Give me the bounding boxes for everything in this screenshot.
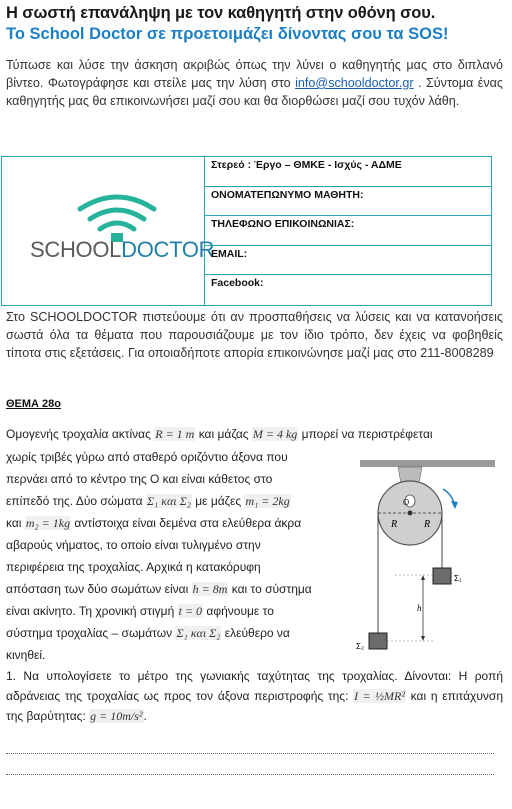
logo-doctor: DOCTOR bbox=[121, 237, 215, 262]
h-arrow-top bbox=[421, 575, 425, 580]
wifi-icon bbox=[2, 157, 204, 305]
row-email[interactable]: EMAIL: bbox=[205, 246, 491, 276]
rotation-arrow-head bbox=[451, 501, 458, 509]
label-s1: Σ₁ bbox=[454, 574, 462, 583]
row-subject: Στερεό : Έργο – ΘΜΚΕ - Ισχύς - ΑΔΜΕ bbox=[205, 157, 491, 187]
intro-text: Τύπωσε και λύσε την άσκηση ακριβώς όπως την λύνει ο καθηγητής μας στο διπλανό βίντεο. Φωτογράφησε και στείλε μας την λύση στο bbox=[6, 58, 503, 90]
pulley-figure bbox=[355, 455, 505, 655]
header-line-1: Η σωστή επανάληψη με τον καθηγητή στην οθόνη σου. bbox=[6, 4, 436, 22]
answer-line-1[interactable] bbox=[6, 753, 494, 754]
label-h: h bbox=[417, 603, 422, 613]
body-s1 bbox=[433, 568, 451, 584]
question-1: 1. Να υπολογίσετε το μέτρο της γωνιακής ταχύτητας της τροχαλίας. Δίνονται: Η ροπή αδράνειας της τροχαλίας ως προς τον άξονα περιστροφής της: I = ½MR² και η επιτάχυνση της βαρύτητας: g = 10m/s². bbox=[6, 669, 503, 723]
schooldoctor-paragraph: Στο SCHOOLDOCTOR πιστεύουμε ότι αν προσπαθήσεις να λύσεις και να κατανοήσεις σωστά όλα τα θέματα που παρουσιάζουμε με τον ίδιο τρόπο, δεν έχεις να φοβηθείς τίποτα στις εξετάσεις. Για οποιαδήποτε απορία επικοινώνησε μαζί μας στο 211-8008289 bbox=[6, 310, 503, 360]
row-phone[interactable]: ΤΗΛΕΦΩΝΟ ΕΠΙΚΟΙΝΩΝΙΑΣ: bbox=[205, 216, 491, 246]
info-rows bbox=[205, 157, 491, 305]
logo-school: SCHOOL bbox=[30, 237, 122, 262]
label-R-right: R bbox=[424, 519, 431, 530]
body-s2 bbox=[369, 633, 387, 649]
row-facebook[interactable]: Facebook: bbox=[211, 277, 264, 290]
row-student-name[interactable]: ΟΝΟΜΑΤΕΠΩΝΥΜΟ ΜΑΘΗΤΗ: bbox=[205, 187, 491, 217]
header-line-2: Το School Doctor σε προετοιμάζει δίνοντας σου τα SOS! bbox=[6, 25, 449, 43]
intro-text-end: . Σύντομα ένας καθηγητής μας θα επικοινωνήσει μαζί σου και θα διορθώσει μαζί σου τυχόν λάθη. bbox=[6, 76, 503, 108]
problem-line-1: Ομογενής τροχαλία ακτίνας R = 1 m και μάζας M = 4 kg μπορεί να περιστρέφεται bbox=[6, 427, 433, 441]
h-arrow-bottom bbox=[421, 636, 425, 641]
logo-cell bbox=[2, 157, 215, 305]
problem-body: χωρίς τριβές γύρω από σταθερό οριζόντιο άξονα που περνάει από το κέντρο της Ο και είναι κάθετος στο επίπεδό της. Δύο σώματα Σ₁ και Σ₂ με μάζες m₁ = 2kg και m₂ = 1kg αντίστοιχα είναι δεμένα στα ελεύθερα άκρα αβαρούς νήματος, το οποίο είναι τυλιγμένο στην περιφέρεια της τροχαλίας. Αρχικά η κατακόρυφη απόσταση των δύο σωμάτων είναι h = 8m και το σύστημα είναι ακίνητο. Τη χρονική στιγμή t = 0 αφήνουμε το σύστημα τροχαλίας – σωμάτων Σ₁ και Σ₂ ελεύθερο να κινηθεί. bbox=[6, 450, 312, 662]
info-table bbox=[1, 156, 492, 306]
label-R-left: R bbox=[391, 519, 398, 530]
email-link[interactable]: info@schooldoctor.gr bbox=[295, 76, 414, 90]
intro-paragraph bbox=[6, 56, 503, 110]
answer-line-2[interactable] bbox=[6, 774, 494, 775]
logo-text bbox=[30, 237, 214, 263]
label-O: O bbox=[403, 498, 410, 507]
ceiling bbox=[360, 460, 495, 467]
pulley-center bbox=[408, 511, 413, 516]
thema-heading: ΘΕΜΑ 28ο bbox=[6, 398, 62, 410]
label-s2: Σ₂ bbox=[356, 642, 365, 651]
